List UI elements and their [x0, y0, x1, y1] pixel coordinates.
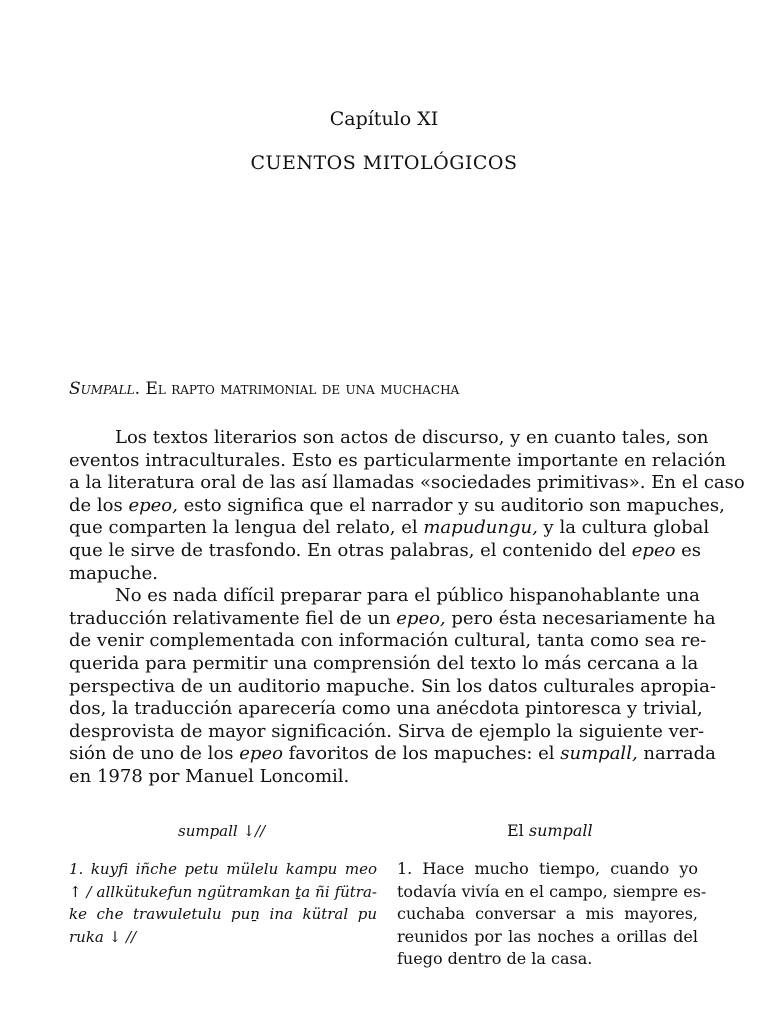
spanish-line: fuego dentro de la casa.	[397, 949, 593, 968]
text-line: No es nada difícil preparar para el público hispanohablante una	[115, 585, 700, 607]
section-heading-title: Sumpall	[69, 379, 135, 399]
text-line: traducción relativamente fiel de un epeo, pero ésta necesariamente ha	[69, 607, 716, 629]
text-line: dos, la traducción aparecería como una anécdota pintoresca y trivial,	[69, 698, 703, 720]
body-text	[69, 427, 745, 789]
mapudungu-line: ruka ↓ //	[69, 927, 137, 946]
text-line: sión de uno de los epeo favoritos de los mapuches: el sumpall, narrada	[69, 743, 716, 765]
text-line: eventos intraculturales. Esto es particularmente importante en relación	[69, 449, 726, 471]
text-line: de los epeo, esto significa que el narrador y su auditorio son mapuches,	[69, 494, 725, 516]
text-line: que comparten la lengua del relato, el mapudungu, y la cultura global	[69, 517, 710, 539]
section-heading-separator: .	[134, 379, 146, 399]
spanish-line: cuchaba conversar a mis mayores,	[397, 904, 698, 923]
spanish-column-header: El sumpall	[507, 821, 593, 840]
section-heading	[69, 379, 459, 399]
paragraph-1	[69, 427, 745, 585]
mapudungu-line: ke che trawuletulu puṉ ina kütral pu	[69, 905, 377, 923]
spanish-line: reunidos por las noches a orillas del	[397, 926, 698, 946]
spanish-line: 1. Hace mucho tiempo, cuando yo	[397, 859, 698, 878]
paragraph-2	[69, 585, 716, 788]
text-line: perspectiva de un auditorio mapuche. Sin los datos culturales apropia-	[69, 675, 716, 697]
chapter-title: CUENTOS MITOLÓGICOS	[250, 152, 518, 174]
mapudungu-column-header: sumpall ↓//	[178, 822, 266, 840]
section-heading-subtitle: El rapto matrimonial de una muchacha	[145, 379, 460, 399]
mapudungu-line: ↑ / allkütukefun ngütramkan ṯa ñi fütra-	[69, 882, 377, 901]
text-line: de venir complementada con información cultural, tanta como sea re-	[69, 630, 707, 652]
text-line: Los textos literarios son actos de discurso, y en cuanto tales, son	[115, 427, 709, 448]
mapudungu-line: 1. kuyfi iñche petu mülelu kampu meo	[69, 860, 377, 878]
spanish-line: todavía vivía en el campo, siempre es-	[397, 881, 707, 901]
spanish-column	[397, 858, 707, 971]
text-line: desprovista de mayor significación. Sirva de ejemplo la siguiente ver-	[69, 720, 705, 742]
text-line: mapuche.	[69, 562, 158, 584]
text-line: en 1978 por Manuel Loncomil.	[69, 765, 350, 787]
text-line: a la literatura oral de las así llamadas «sociedades primitivas». En el caso	[69, 472, 745, 494]
text-line: que le sirve de trasfondo. En otras palabras, el contenido del epeo es	[69, 539, 702, 561]
text-line: querida para permitir una comprensión del texto lo más cercana a la	[69, 652, 699, 674]
mapudungu-column	[69, 858, 377, 948]
chapter-number: Capítulo XI	[329, 108, 439, 130]
